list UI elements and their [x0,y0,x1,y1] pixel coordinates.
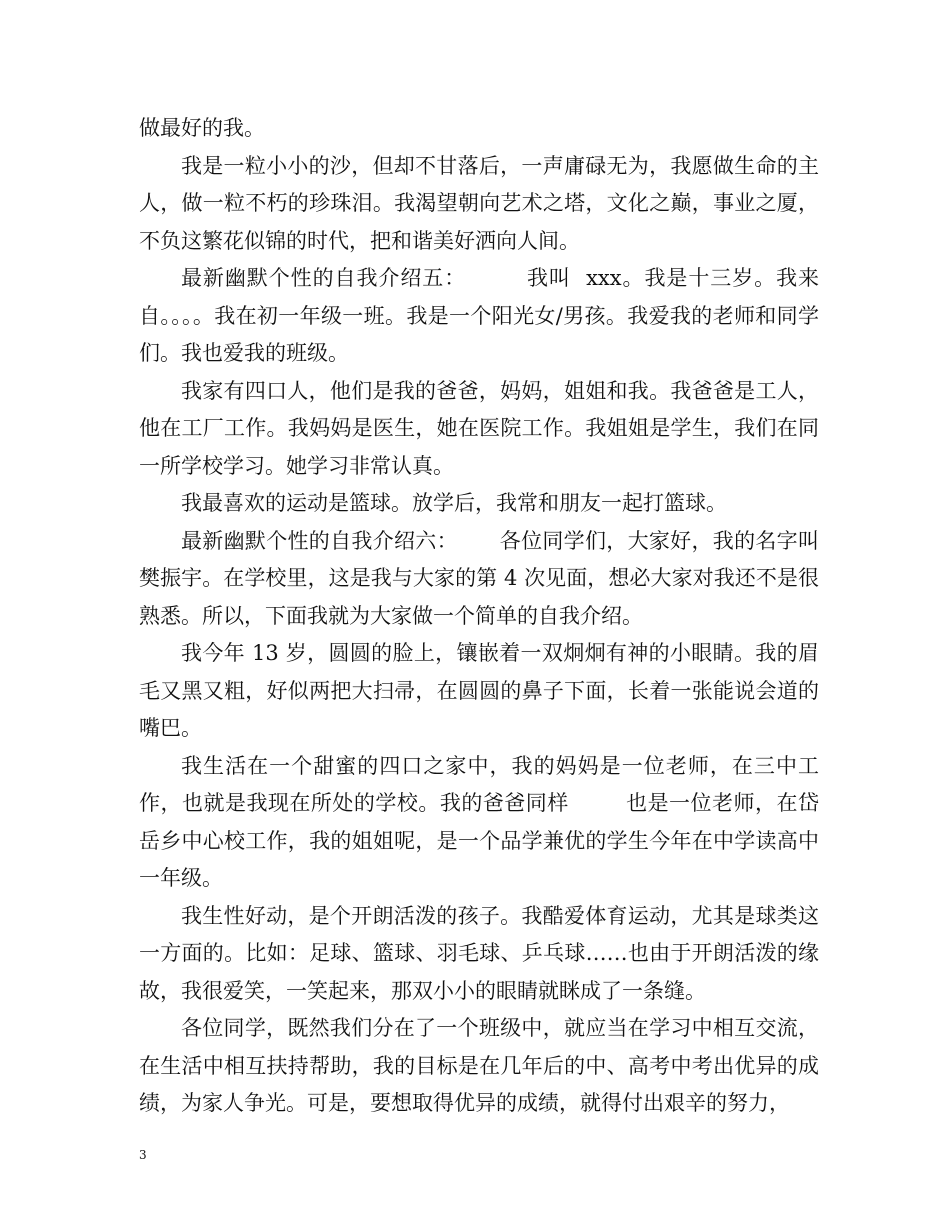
paragraph-family-life: 我生活在一个甜蜜的四口之家中，我的妈妈是一位老师，在三中工作，也就是我现在所处的学校。我的爸爸同样 也是一位老师，在岱岳乡中心校工作，我的姐姐呢，是一个品学兼优的学生今年在中学读高中一年级。 [139,753,819,890]
paragraph-basketball: 我最喜欢的运动是篮球。放学后，我常和朋友一起打篮球。 [181,491,727,515]
document-body [139,110,819,1123]
paragraph-intro-five: 最新幽默个性的自我介绍五： 我叫 xxx。我是十三岁。我来自。。。。我在初一年级一班。我是一个阳光女/男孩。我爱我的老师和同学们。我也爱我的班级。 [139,266,819,365]
page-number: 3 [139,1148,147,1162]
paragraph-personality: 我生性好动，是个开朗活泼的孩子。我酷爱体育运动，尤其是球类这一方面的。比如：足球、篮球、羽毛球、乒乓球……也由于开朗活泼的缘故，我很爱笑，一笑起来，那双小小的眼睛就眯成了一条缝。 [139,903,819,1003]
paragraph-family: 我家有四口人，他们是我的爸爸，妈妈，姐姐和我。我爸爸是工人，他在工厂工作。我妈妈是医生，她在医院工作。我姐姐是学生，我们在同一所学校学习。她学习非常认真。 [139,378,819,478]
paragraph-continuation: 做最好的我。 [139,116,265,140]
paragraph-sand-pearl: 我是一粒小小的沙，但却不甘落后，一声庸碌无为，我愿做生命的主人，做一粒不朽的珍珠泪。我渴望朝向艺术之塔，文化之巅，事业之厦，不负这繁花似锦的时代，把和谐美好洒向人间。 [139,153,819,253]
paragraph-goals: 各位同学，既然我们分在了一个班级中，就应当在学习中相互交流，在生活中相互扶持帮助，我的目标是在几年后的中、高考中考出优异的成绩，为家人争光。可是，要想取得优异的成绩，就得付出艰辛的努力， [139,1016,819,1115]
paragraph-appearance: 我今年 13 岁，圆圆的脸上，镶嵌着一双炯炯有神的小眼睛。我的眉毛又黑又粗，好似两把大扫帚，在圆圆的鼻子下面，长着一张能说会道的嘴巴。 [139,641,819,740]
paragraph-intro-six: 最新幽默个性的自我介绍六： 各位同学们，大家好，我的名字叫樊振宇。在学校里，这是我与大家的第 4 次见面，想必大家对我还不是很熟悉。所以，下面我就为大家做一个简单的自我介绍。 [139,528,819,628]
